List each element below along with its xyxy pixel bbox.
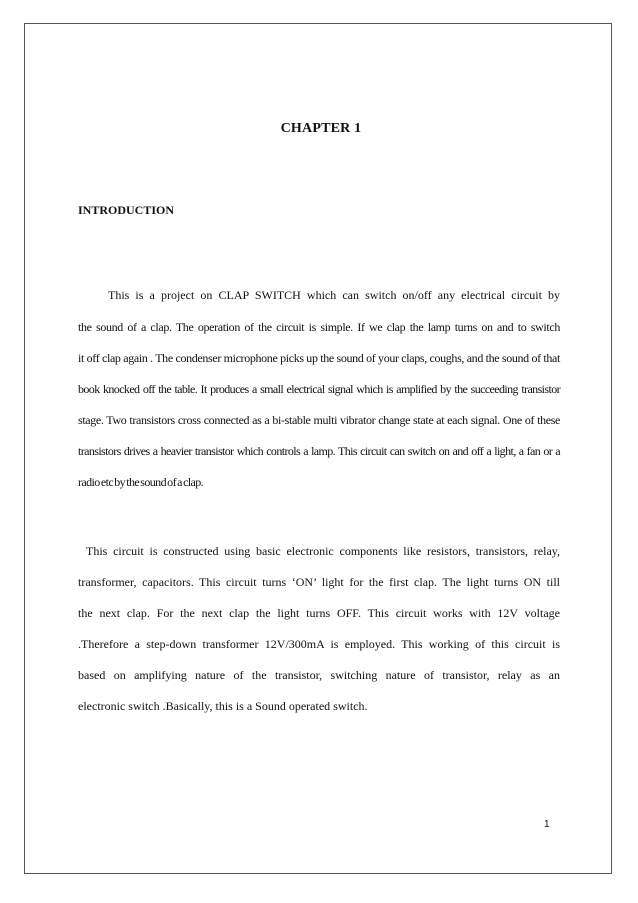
page-number: 1 <box>544 819 550 830</box>
paragraph-1-line-6: transistors drives a heavier transistor which controls a lamp. This circuit can switch on and off a light, a fan or a <box>78 444 560 458</box>
paragraph-1-line-7: radio etc by the sound of a clap. <box>78 475 204 489</box>
paragraph-2-line-6: electronic switch .Basically, this is a Sound operated switch. <box>78 699 368 713</box>
chapter-title: CHAPTER 1 <box>280 121 362 136</box>
paragraph-2-line-4: .Therefore a step-down transformer 12V/300mA is employed. This working of this circuit is <box>78 637 560 651</box>
paragraph-1-line-1: This is a project on CLAP SWITCH which can switch on/off any electrical circuit by <box>108 288 560 302</box>
paragraph-2-line-3: the next clap. For the next clap the light turns OFF. This circuit works with 12V voltage <box>78 606 560 620</box>
paragraph-1-line-4: book knocked off the table. It produces a small electrical signal which is amplified by the succeeding transistor <box>78 382 560 396</box>
paragraph-1-line-2: the sound of a clap. The operation of the circuit is simple. If we clap the lamp turns on and to switch <box>78 320 560 334</box>
paragraph-1-line-5: stage. Two transistors cross connected as a bi-stable multi vibrator change state at each signal. One of these <box>78 413 560 427</box>
paragraph-1-line-3: it off clap again . The condenser microphone picks up the sound of your claps, coughs, and the sound of that <box>78 351 560 365</box>
paragraph-2-line-5: based on amplifying nature of the transistor, switching nature of transistor, relay as an <box>78 668 560 682</box>
section-heading: INTRODUCTION <box>78 203 175 217</box>
paragraph-2-line-1: This circuit is constructed using basic electronic components like resistors, transistors, relay, <box>86 544 560 558</box>
paragraph-2-line-2: transformer, capacitors. This circuit turns ‘ON’ light for the first clap. The light turns ON till <box>78 575 560 589</box>
